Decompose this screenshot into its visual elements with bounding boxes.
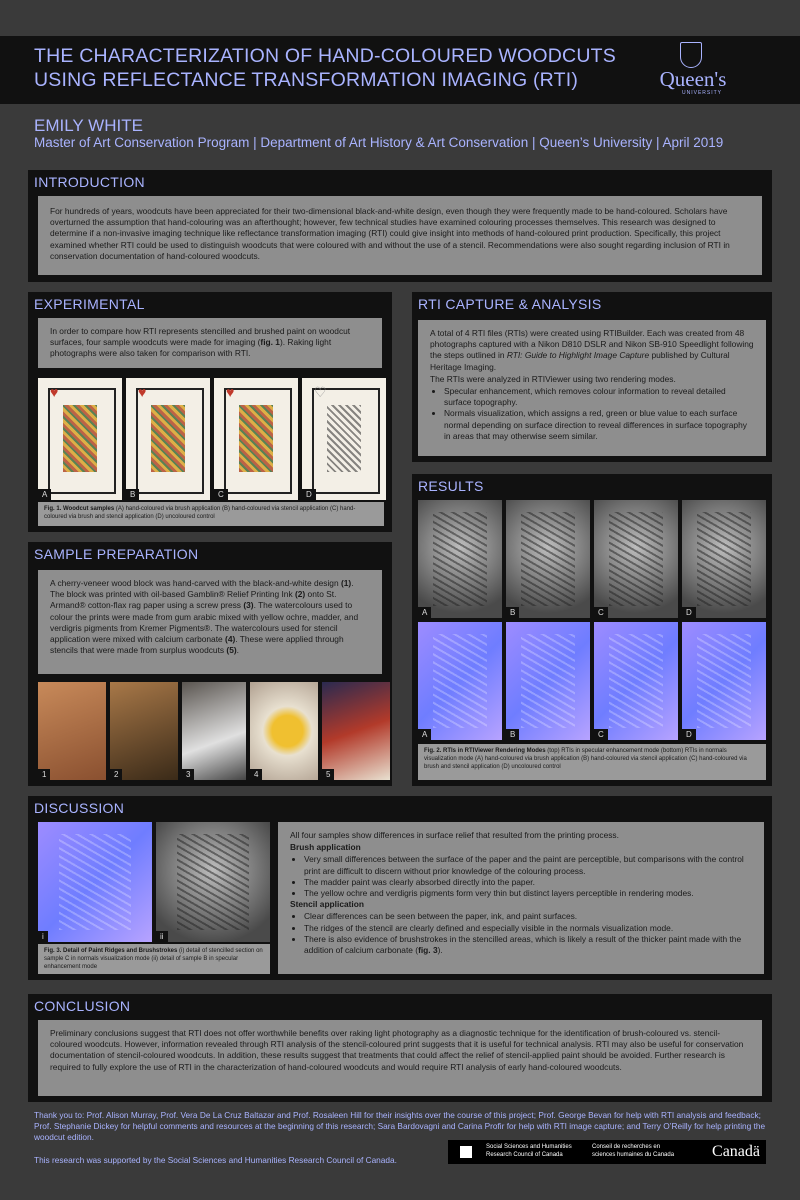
- canada-wordmark: Canadä: [712, 1143, 760, 1160]
- sample-prep-heading: SAMPLE PREPARATION: [28, 542, 392, 566]
- detail-image-ii: ii: [156, 822, 270, 942]
- rti-capture-heading: RTI CAPTURE & ANALYSIS: [412, 292, 772, 316]
- detail-image-i: i: [38, 822, 152, 942]
- introduction-text: For hundreds of years, woodcuts have been appreciated for their two-dimensional black-and-white design, even though they were frequently made to be hand-coloured. Scholars have overturned the assumption that hand-colouring was an afterthought; however, few technical studies have examined colouring processes themselves. This research was designed to determine if a non-invasive imaging technique like reflectance transformation imaging (RTI) could give insight into methods of hand-coloured print production. Specifically, this project examined whether RTI could be used to distinguish woodcuts that were coloured with and without the use of a stencil. Recommendations were also sought regarding inclusion of RTI in conservation documentation of hand-coloured woodcuts.: [38, 196, 762, 275]
- woodcut-samples: [38, 378, 386, 500]
- sshrc-logo: Social Sciences and Humanities Research Council of Canada Conseil de recherches en sciences humaines du Canada Canadä: [448, 1140, 766, 1164]
- normals-image-d: D: [682, 622, 766, 740]
- detail-images: [38, 822, 270, 942]
- funding-note: This research was supported by the Social Sciences and Humanities Research Council of Canada.: [34, 1155, 397, 1165]
- experimental-heading: EXPERIMENTAL: [28, 292, 392, 316]
- sample-prep-text: A cherry-veneer wood block was hand-carved with the black-and-white design (1). The block was printed with oil-based Gamblin® Relief Printing Ink (2) onto St. Armand® cotton-flax rag paper using a screw press (3). The watercolours used to colour the prints were made from gum arabic mixed with yellow ochre, madder, and verdigris pigments from Kremer Pigments®. The watercolours used for stencil application were mixed with calcium carbonate (4). These were applied through stencils that were made from surplus woodcuts (5).: [38, 570, 382, 674]
- specular-image-c: C: [594, 500, 678, 618]
- conclusion-heading: CONCLUSION: [28, 994, 772, 1018]
- title-bar: [0, 36, 800, 104]
- discussion-heading: DISCUSSION: [28, 796, 772, 820]
- woodcut-sample-c: ♥ C: [214, 378, 298, 500]
- prep-photo-1: 1: [38, 682, 106, 780]
- specular-image-a: A: [418, 500, 502, 618]
- prep-photo-2: 2: [110, 682, 178, 780]
- rti-capture-text: A total of 4 RTI files (RTIs) were created using RTIBuilder. Each was created from 48 photographs captured with a Nikon D810 DSLR and Nikon SB-910 Speedlight following the steps outlined in RTI: Guide to Highlight Image Capture published by Cultural Heritage Imaging. The RTIs were analyzed in RTIViewer using two rendering modes. • Specular enhancement, which removes colour information to reveal detailed surface topography. • Normals visualization, which assigns a red, green or blue value to each surface normal depending on surface direction to reveal differences in surface topography in areas that may otherwise seem similar.: [418, 320, 766, 456]
- affiliation: Master of Art Conservation Program | Department of Art History & Art Conservation | Queen’s University | April 2019: [34, 135, 724, 150]
- queens-logo: Queen's UNIVERSITY: [652, 42, 734, 98]
- fig2-caption: Fig. 2. RTIs in RTIViewer Rendering Modes (top) RTIs in specular enhancement mode (bottom) RTIs in normals visualization mode (A) hand-coloured via brush application (B) hand-coloured via stencil application (C) hand-coloured via brush and stencil application (D) uncoloured control: [418, 744, 766, 780]
- author-name: EMILY WHITE: [34, 116, 143, 135]
- fig3-caption: Fig. 3. Detail of Paint Ridges and Brushstrokes (i) detail of stencilled section on sample C in normals visualization mode (ii) detail of sample B in specular enhancement mode: [38, 944, 270, 974]
- experimental-text: In order to compare how RTI represents stencilled and brushed paint on woodcut surfaces, four sample woodcuts were made for imaging (fig. 1). Raking light photographs were also taken for comparison with RTI.: [38, 318, 382, 368]
- sample-prep-photos: [38, 682, 390, 780]
- prep-photo-3: 3: [182, 682, 246, 780]
- introduction-heading: INTRODUCTION: [28, 170, 772, 194]
- specular-image-b: B: [506, 500, 590, 618]
- woodcut-sample-d: ♡ D: [302, 378, 386, 500]
- discussion-text: All four samples show differences in surface relief that resulted from the printing process. Brush application • Very small differences between the surface of the paper and the paint are perceptible, but comparisons with the control print are difficult to discern without prior knowledge of the colouring process. • The madder paint was clearly absorbed directly into the paper. • The yellow ochre and verdigris pigments form very thin but distinct layers perceptible in rendering modes. Stencil application • Clear differences can be seen between the paper, ink, and paint surfaces. • The ridges of the stencil are clearly defined and especially visible in the normals visualization mode. • There is also evidence of brushstrokes in the stencilled areas, which is likely a result of the thicker paint made with the addition of calcium carbonate (fig. 3).: [278, 822, 764, 974]
- specular-row: [418, 500, 766, 618]
- crest-icon: [680, 42, 702, 68]
- woodcut-sample-b: ♥ B: [126, 378, 210, 500]
- normals-image-c: C: [594, 622, 678, 740]
- fig1-caption: Fig. 1. Woodcut samples (A) hand-coloured via brush application (B) hand-coloured via stencil application (C) hand-coloured via brush and stencil application (D) uncoloured control: [38, 502, 384, 526]
- results-heading: RESULTS: [412, 474, 772, 498]
- normals-image-b: B: [506, 622, 590, 740]
- specular-image-d: D: [682, 500, 766, 618]
- poster-title: THE CHARACTERIZATION OF HAND-COLOURED WOODCUTS USING REFLECTANCE TRANSFORMATION IMAGING (RTI): [34, 45, 616, 91]
- normals-row: [418, 622, 766, 740]
- prep-photo-5: 5: [322, 682, 390, 780]
- canada-flag-icon: [454, 1146, 478, 1158]
- woodcut-sample-a: ♥ A: [38, 378, 122, 500]
- acknowledgements: Thank you to: Prof. Alison Murray, Prof. Vera De La Cruz Baltazar and Prof. Rosaleen Hill for their insights over the course of this project; Prof. George Bevan for help with RTI analysis and feedback; Prof. Stephanie Dickey for helpful comments and resources at the beginning of this research; Sara Bardovagni and Carina Profir for help with RTI image capture; and Terry O’Reilly for help printing the woodcut edition.: [34, 1110, 766, 1142]
- prep-photo-4: 4: [250, 682, 318, 780]
- normals-image-a: A: [418, 622, 502, 740]
- conclusion-text: Preliminary conclusions suggest that RTI does not offer worthwhile benefits over raking light photography as a diagnostic technique for the identification of brush-coloured vs. stencil-coloured woodcuts. However, information revealed through RTI analysis of the stencil-coloured print suggests that it is useful for technical analysis. RTI may also be useful for conservation documentation of stencil-coloured woodcuts. In addition, these results suggest that treatments that could affect the relief of stencil-applied paint should be avoided. Further research is required to fully explore the use of RTI in the characterization of hand-coloured woodcuts and would require RTI analysis of early hand-coloured woodcuts.: [38, 1020, 762, 1096]
